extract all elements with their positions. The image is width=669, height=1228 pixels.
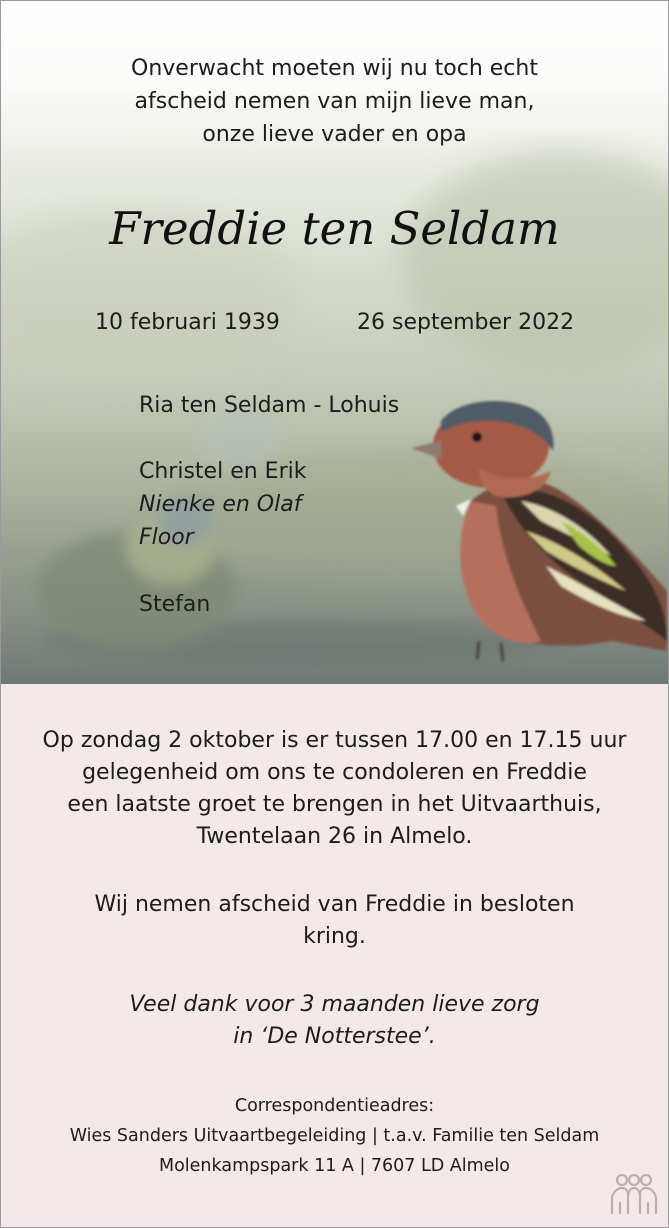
condolence-paragraph: [1, 725, 668, 853]
condolence-line: gelegenheid om ons te condoleren en Freddie: [82, 760, 587, 785]
funeral-line: kring.: [303, 924, 366, 949]
correspondence-line: Wies Sanders Uitvaartbegeleiding | t.a.v. Familie ten Seldam: [69, 1126, 600, 1146]
condolence-line: een laatste groet te brengen in het Uitvaarthuis,: [67, 792, 602, 817]
thanks-line: in ‘De Notterstee’.: [233, 1024, 436, 1049]
thanks-paragraph: [1, 989, 668, 1053]
intro-line: Onverwacht moeten wij nu toch echt: [131, 56, 538, 81]
funeral-line: Wij nemen afscheid van Freddie in besloten: [94, 892, 575, 917]
family-grandchild: Floor: [139, 525, 194, 550]
date-of-death: 26 september 2022: [357, 310, 575, 335]
date-of-birth: 10 februari 1939: [95, 310, 280, 335]
family-spouse: Ria ten Seldam - Lohuis: [139, 393, 400, 418]
correspondence-line: Molenkampspark 11 A | 7607 LD Almelo: [159, 1156, 510, 1176]
intro-line: onze lieve vader en opa: [202, 122, 467, 147]
thanks-line: Veel dank voor 3 maanden lieve zorg: [129, 992, 540, 1017]
condolence-line: Twentelaan 26 in Almelo.: [196, 824, 473, 849]
family-child: Christel en Erik: [139, 459, 307, 484]
correspondence-address: [1, 1091, 668, 1181]
deceased-name: Freddie ten Seldam: [109, 202, 560, 255]
intro-line: afscheid nemen van mijn lieve man,: [134, 89, 535, 114]
family-logo-icon: [607, 1173, 661, 1217]
family-child: Stefan: [139, 592, 211, 617]
intro-text: [1, 52, 668, 151]
condolence-line: Op zondag 2 oktober is er tussen 17.00 en 17.15 uur: [42, 728, 627, 753]
correspondence-heading: Correspondentieadres:: [234, 1096, 435, 1116]
family-grandchild: Nienke en Olaf: [139, 492, 302, 517]
funeral-paragraph: [1, 889, 668, 953]
